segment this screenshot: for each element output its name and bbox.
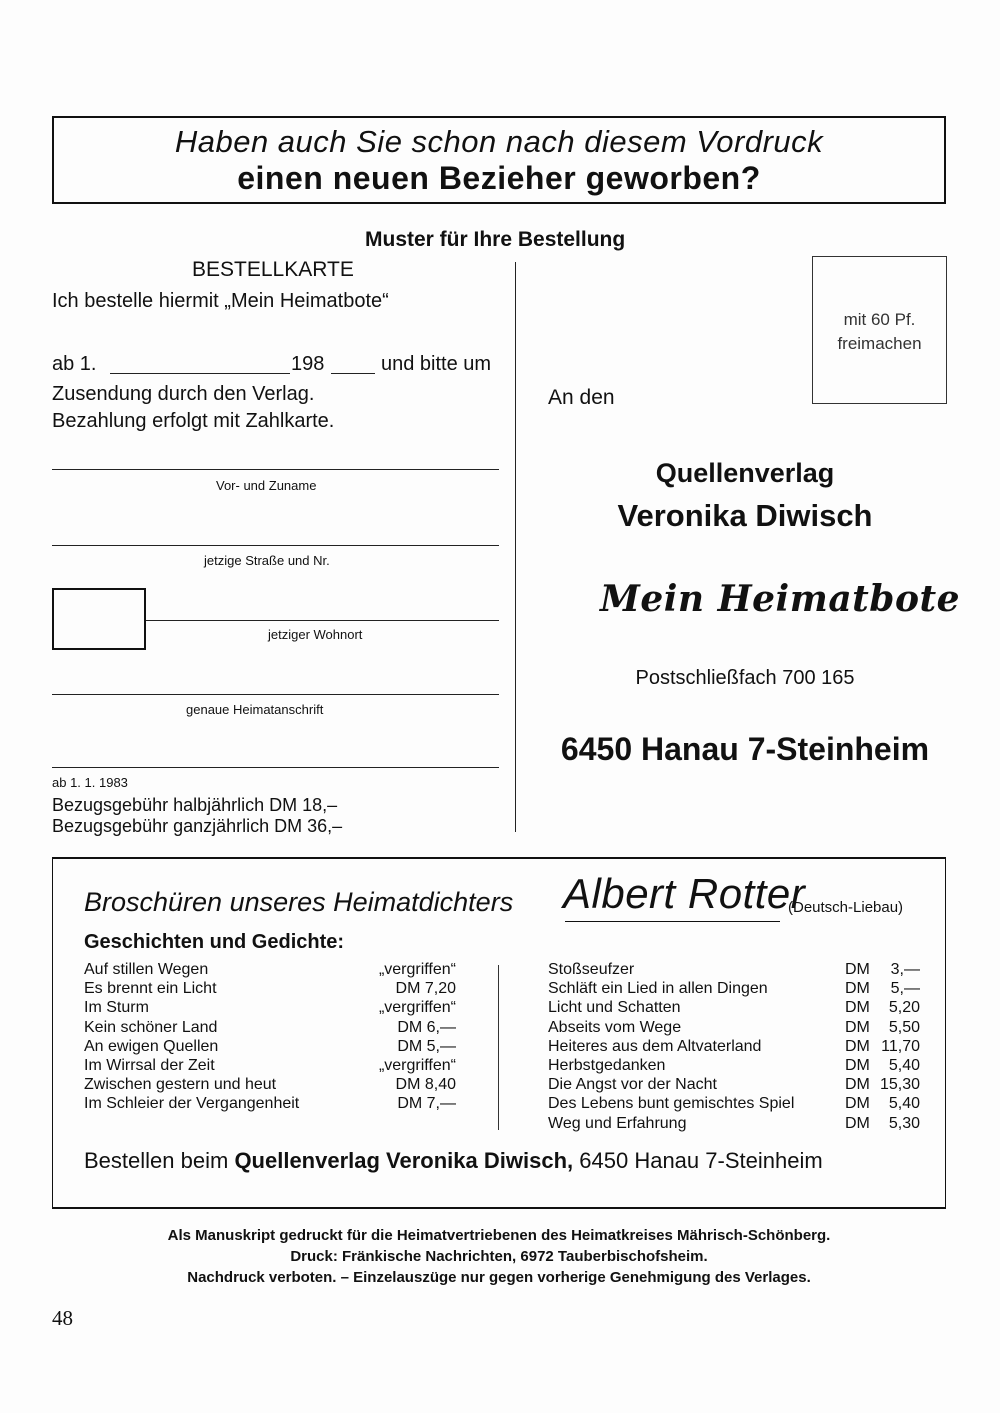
list-item-currency: DM [845,1114,870,1132]
list-item: Heiteres aus dem Altvaterland [548,1037,762,1055]
list-item: Im Sturm [84,999,149,1017]
list-item-price: DM 7,20 [395,980,456,998]
list-item-amount: 3,— [890,961,920,978]
list-item-amount: 5,30 [888,1114,920,1132]
list-item: Im Schleier der Vergangenheit [84,1095,300,1113]
list-item-amount: 15,30 [879,1076,920,1094]
magazine-logo: Mein Heimatbote [600,578,960,620]
page-number: 48 [52,1306,73,1330]
author-origin: (Deutsch-Liebau) [788,899,904,916]
start-month-line[interactable] [110,373,290,374]
order-line: Ich bestelle hiermit „Mein Heimatbote“ [52,290,389,312]
list-item: Weg und Erfahrung [548,1114,687,1132]
list-item: Des Lebens bunt gemischtes Spiel [548,1095,795,1113]
left-list-titles [84,960,300,1114]
list-item: An ewigen Quellen [84,1037,219,1055]
list-item-currency: DM [845,1076,870,1094]
order-instruction-publisher: Quellenverlag Veronika Diwisch, [234,1148,574,1173]
city-field-label: jetziger Wohnort [268,627,363,642]
right-list-titles [548,960,818,1133]
list-item-currency: DM [845,999,870,1017]
name-field-label: Vor- und Zuname [216,478,317,493]
list-item: Die Angst vor der Nacht [548,1076,717,1094]
year-prefix: 198 [291,353,325,375]
author-name: Albert Rotter [563,870,806,917]
list-item-amount: 5,40 [888,1095,920,1113]
price-date: ab 1. 1. 1983 [52,775,128,790]
list-item: Zwischen gestern und heut [84,1076,277,1094]
order-instruction-pre: Bestellen beim [84,1148,229,1173]
list-item: Schläft ein Lied in allen Dingen [548,980,768,998]
list-item-amount: 11,70 [881,1037,920,1055]
list-item-currency: DM [845,1056,870,1074]
list-item: Licht und Schatten [548,999,681,1017]
signature-field-line[interactable] [52,767,499,768]
recipient-city: 6450 Hanau 7-Steinheim [560,731,930,767]
author-underline [565,921,780,922]
stamp-text [812,308,947,356]
left-list-prices [340,960,456,1114]
start-date-prefix: ab 1. [52,353,97,375]
home-address-field-label: genaue Heimatanschrift [186,702,324,717]
list-item-price: „vergriffen“ [378,999,456,1017]
list-item-currency: DM [845,1037,870,1055]
list-item-currency: DM [845,980,870,998]
payment-text: Bezahlung erfolgt mit Zahlkarte. [52,410,335,432]
city-field-line[interactable] [146,620,499,621]
header-question-bold: einen neuen Bezieher geworben? [237,160,761,196]
right-list-amounts [868,960,920,1133]
delivery-text: Zusendung durch den Verlag. [52,383,315,405]
list-item-amount: 5,— [890,980,920,998]
order-instruction-city: 6450 Hanau 7-Steinheim [579,1148,823,1173]
price-half-year: Bezugsgebühr halbjährlich DM 18,– [52,795,338,815]
stamp-postage: mit 60 Pf. [843,310,916,329]
start-year-line[interactable] [331,373,375,374]
brochures-intro: Broschüren unseres Heimatdichters [84,887,514,917]
list-item-currency: DM [845,1018,870,1036]
list-item: Kein schöner Land [84,1018,218,1036]
order-instruction [84,1148,823,1174]
list-item-price: „vergriffen“ [378,961,456,978]
list-item: Auf stillen Wegen [84,961,209,978]
price-full-year: Bezugsgebühr ganzjährlich DM 36,– [52,816,343,836]
und-bitte-text: und bitte um [381,353,492,375]
postal-code-box[interactable] [52,588,146,650]
publisher-owner: Veronika Diwisch [617,498,873,533]
list-item-price: „vergriffen“ [378,1056,456,1074]
order-card-title: BESTELLKARTE [192,258,354,281]
list-item-price: DM 8,40 [395,1076,456,1094]
street-field-label: jetzige Straße und Nr. [204,553,330,568]
list-item-currency: DM [845,1095,870,1113]
street-field-line[interactable] [52,545,499,546]
list-item-price: DM 6,— [397,1018,456,1036]
list-item-amount: 5,20 [888,999,920,1017]
recipient-prefix: An den [548,386,615,409]
publisher-name: Quellenverlag [655,458,835,488]
header-question: Haben auch Sie schon nach diesem Vordruck [174,124,824,159]
name-field-line[interactable] [52,469,499,470]
list-item: Abseits vom Wege [548,1018,682,1036]
list-item-currency: DM [845,961,870,978]
section-heading: Geschichten und Gedichte: [84,931,345,953]
stamp-instruction: freimachen [837,334,922,353]
list-item-price: DM 5,— [397,1037,456,1055]
imprint-line: Als Manuskript gedruckt für die Heimatvertriebenen des Heimatkreises Mährisch-Schönberg. [167,1227,831,1244]
list-divider [498,965,499,1130]
list-item-price: DM 7,— [397,1095,456,1113]
list-item: Im Wirrsal der Zeit [84,1056,215,1074]
imprint-line: Druck: Fränkische Nachrichten, 6972 Tauberbischofsheim. [290,1248,708,1265]
list-item: Stoßseufzer [548,961,635,978]
list-item: Es brennt ein Licht [84,980,217,998]
imprint [52,1225,946,1288]
sample-order-title: Muster für Ihre Bestellung [365,228,626,251]
list-item-amount: 5,50 [888,1018,920,1036]
home-address-field-line[interactable] [52,694,499,695]
postbox: Postschließfach 700 165 [635,667,855,689]
list-item: Herbstgedanken [548,1056,666,1074]
imprint-line: Nachdruck verboten. – Einzelauszüge nur gegen vorherige Genehmigung des Verlages. [187,1269,811,1286]
list-item-amount: 5,40 [888,1056,920,1074]
